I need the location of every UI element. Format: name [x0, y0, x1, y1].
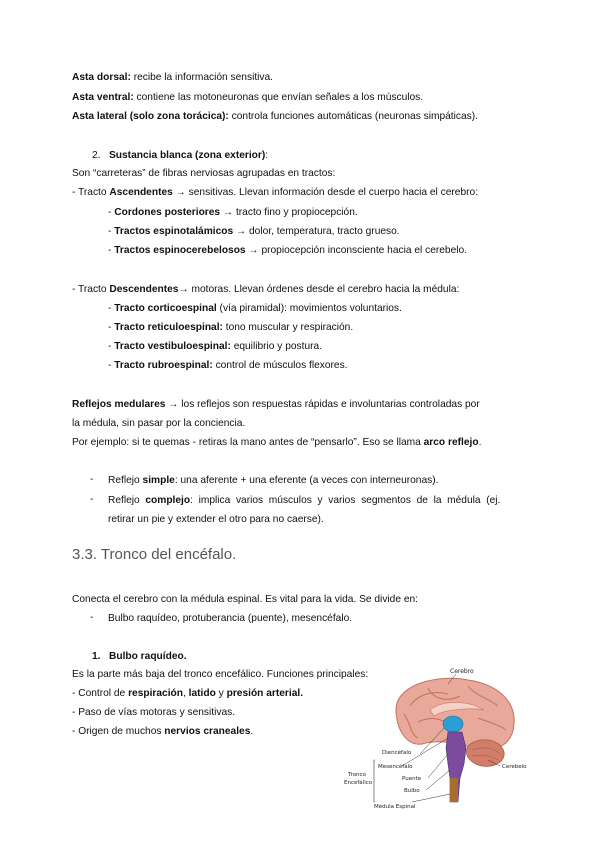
label-tronco: Tronco — [348, 772, 366, 778]
brainstem-figure — [338, 666, 538, 816]
descendentes-item: - Tracto vestibuloespinal: equilibrio y postura. — [108, 341, 323, 352]
label-medula: Médula Espinal — [374, 804, 416, 810]
asta-lateral-line: Asta lateral (solo zona torácica): controla funciones automáticas (neuronas simpáticas). — [72, 111, 478, 122]
spinal-cord-shape — [450, 778, 458, 802]
sustancia-intro: Son “carreteras” de fibras nerviosas agrupadas en tractos: — [72, 168, 336, 179]
bulbo-leader — [426, 770, 450, 790]
asta-dorsal-term: Asta dorsal: — [72, 72, 131, 83]
reflejo-complejo: Reflejo complejo: implica varios músculos y varios segmentos de la médula (ej. — [108, 495, 501, 506]
descendentes-item: - Tracto rubroespinal: control de músculos flexores. — [108, 360, 348, 371]
tronco-parts: Bulbo raquídeo, protuberancia (puente), mesencéfalo. — [108, 613, 353, 624]
reflejos-line: Reflejos medulares → los reflejos son respuestas rápidas e involuntarias controladas por — [72, 399, 480, 410]
descendentes-item: - Tracto corticoespinal (vía piramidal): movimientos voluntarios. — [108, 303, 402, 314]
tronco-intro: Conecta el cerebro con la médula espinal. Es vital para la vida. Se divide en: — [72, 594, 419, 605]
label-bulbo: Bulbo — [404, 788, 420, 794]
bulbo-f2: - Paso de vías motoras y sensitivas. — [72, 707, 236, 718]
ascendentes-item: - Tractos espinotalámicos → dolor, temperatura, tracto grueso. — [108, 226, 400, 237]
label-diencefalo: Diencéfalo — [382, 750, 412, 756]
label-puente: Puente — [402, 776, 422, 782]
section-heading: 3.3. Tronco del encéfalo. — [72, 546, 237, 563]
bullet-dash: - — [90, 612, 94, 623]
asta-dorsal-line: Asta dorsal: recibe la información sensitiva. — [72, 72, 274, 83]
medula-leader — [412, 794, 450, 802]
descendentes-line: - Tracto Descendentes→ motoras. Llevan órdenes desde el cerebro hacia la médula: — [72, 284, 460, 295]
diencephalon-shape — [443, 716, 463, 732]
tronco-bracket — [374, 760, 375, 802]
cerebellum-shape — [466, 740, 504, 767]
bullet-dash: - — [90, 494, 94, 505]
reflejo-complejo-line2: retirar un pie y extender el otro para no caerse). — [108, 514, 324, 525]
label-mesencefalo: Mesencéfalo — [378, 764, 413, 770]
asta-ventral-term: Asta ventral: — [72, 92, 134, 103]
label-cerebelo: Cerebelo — [502, 764, 527, 770]
ascendentes-line: - Tracto Ascendentes → sensitivas. Llevan información desde el cuerpo hacia el cerebro: — [72, 187, 479, 198]
label-cerebro: Cerebro — [450, 668, 474, 675]
descendentes-item: - Tracto reticuloespinal: tono muscular y respiración. — [108, 322, 354, 333]
label-encefalico: Encefálico — [344, 780, 373, 786]
asta-ventral-line: Asta ventral: contiene las motoneuronas que envían señales a los músculos. — [72, 92, 424, 103]
bulbo-heading: 1. Bulbo raquídeo. — [92, 651, 187, 662]
reflejos-example: Por ejemplo: si te quemas - retiras la mano antes de “pensarlo”. Eso se llama arco reflejo. — [72, 437, 482, 448]
reflejo-simple: Reflejo simple: una aferente + una eferente (a veces con interneuronas). — [108, 475, 439, 486]
sustancia-heading: 2. Sustancia blanca (zona exterior): — [92, 150, 269, 161]
reflejos-line2: la médula, sin pasar por la conciencia. — [72, 418, 246, 429]
bulbo-f3: - Origen de muchos nervios craneales. — [72, 726, 254, 737]
bullet-dash: - — [90, 474, 94, 485]
bulbo-f1: - Control de respiración, latido y presión arterial. — [72, 688, 304, 699]
ascendentes-item: - Cordones posteriores → tracto fino y propiocepción. — [108, 207, 358, 218]
asta-lateral-term: Asta lateral (solo zona torácica): — [72, 111, 229, 122]
ascendentes-item: - Tractos espinocerebelosos → propiocepción inconsciente hacia el cerebelo. — [108, 245, 468, 256]
bulbo-intro: Es la parte más baja del tronco encefálico. Funciones principales: — [72, 669, 369, 680]
